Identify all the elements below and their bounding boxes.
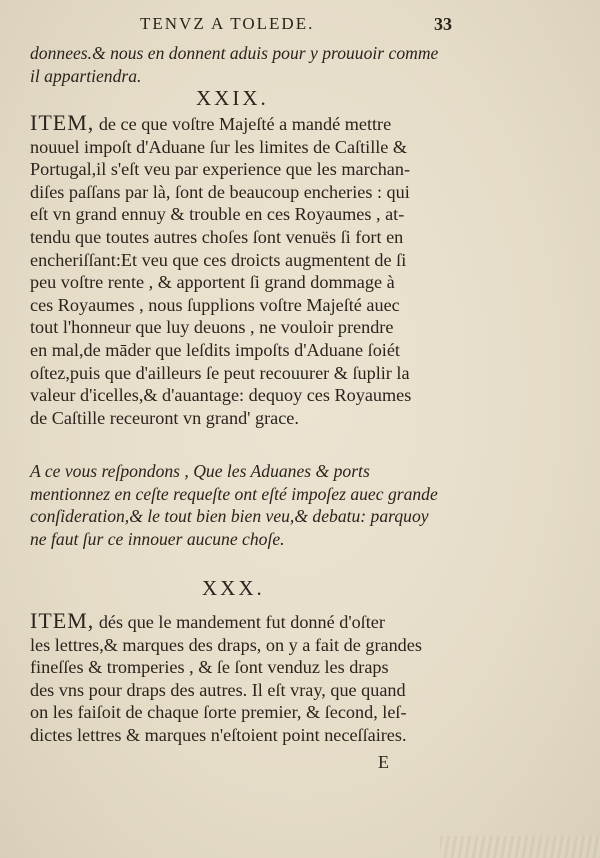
text-line: de Caſtille receuront vn grand' grace.: [30, 407, 299, 428]
text-line: tendu que toutes autres choſes ſont venuës ſi fort en: [30, 226, 404, 247]
page-edge-ornament: [440, 836, 600, 858]
text-line: peu voſtre rente , & apportent ſi grand dommage à: [30, 272, 395, 293]
text-line: ITEM, dés que le mandement fut donné d'oſter: [30, 608, 385, 633]
text-line: fineſſes & tromperies , & ſe ſont venduz les draps: [30, 657, 389, 678]
opening-word: ITEM,: [30, 110, 95, 135]
text-line: conſideration,& le tout bien bien veu,& debatu: parquoy: [30, 506, 429, 527]
text-line: mentionnez en ceſte requeſte ont eſté impoſez auec grande: [30, 483, 438, 504]
opening-word: ITEM,: [30, 608, 95, 633]
text-line: donnees.& nous en donnent aduis pour y prouuoir comme: [30, 43, 439, 63]
section-heading-xxx: XXX.: [202, 576, 265, 600]
request-paragraph-xxix: [30, 112, 450, 429]
text-line: Portugal,il s'eſt veu par experience que les marchan-: [30, 159, 411, 180]
text-line: A ce vous reſpondons , Que les Aduanes & ports: [30, 461, 370, 481]
text-line: diſes paſſans par là, ſont de beaucoup encheries : qui: [30, 181, 410, 202]
text-line: ne faut ſur ce innouer aucune choſe.: [30, 528, 285, 549]
running-title: TENVZ A TOLEDE.: [140, 14, 315, 33]
page-number: 33: [434, 14, 452, 34]
text-line: des vns pour draps des autres. Il eſt vray, que quand: [30, 679, 406, 700]
text-line: ces Royaumes , nous ſupplions voſtre Majeſté auec: [30, 294, 400, 315]
text-line: ITEM, de ce que voſtre Majeſté a mandé mettre: [30, 110, 392, 135]
text-line: les lettres,& marques des draps, on y a fait de grandes: [30, 634, 422, 655]
text-line: on les faiſoit de chaque ſorte premier, & ſecond, leſ-: [30, 702, 407, 723]
continuation-text: [30, 42, 450, 87]
text-line: dictes lettres & marques n'eſtoient point neceſſaires.: [30, 724, 407, 745]
section-heading-xxix: XXIX.: [196, 86, 269, 110]
text-line: nouuel impoſt d'Aduane ſur les limites de Caſtille &: [30, 136, 408, 157]
text-line: il appartiendra.: [30, 65, 142, 86]
text-line: oſtez,puis que d'ailleurs ſe peut recouurer & ſuplir la: [30, 362, 410, 383]
text-line: valeur d'icelles,& d'auantage: dequoy ces Royaumes: [30, 385, 412, 406]
response-paragraph-xxix: [30, 460, 450, 550]
text-line: en mal,de māder que leſdits impoſts d'Aduane ſoiét: [30, 339, 400, 360]
request-paragraph-xxx: [30, 610, 450, 747]
text-line: encheriſſant:Et veu que ces droicts augmentent de ſi: [30, 249, 407, 270]
text-line: tout l'honneur que luy deuons , ne vouloir prendre: [30, 317, 394, 338]
text-line: eſt vn grand ennuy & trouble en ces Royaumes , at-: [30, 204, 405, 225]
signature-mark: E: [378, 752, 389, 772]
